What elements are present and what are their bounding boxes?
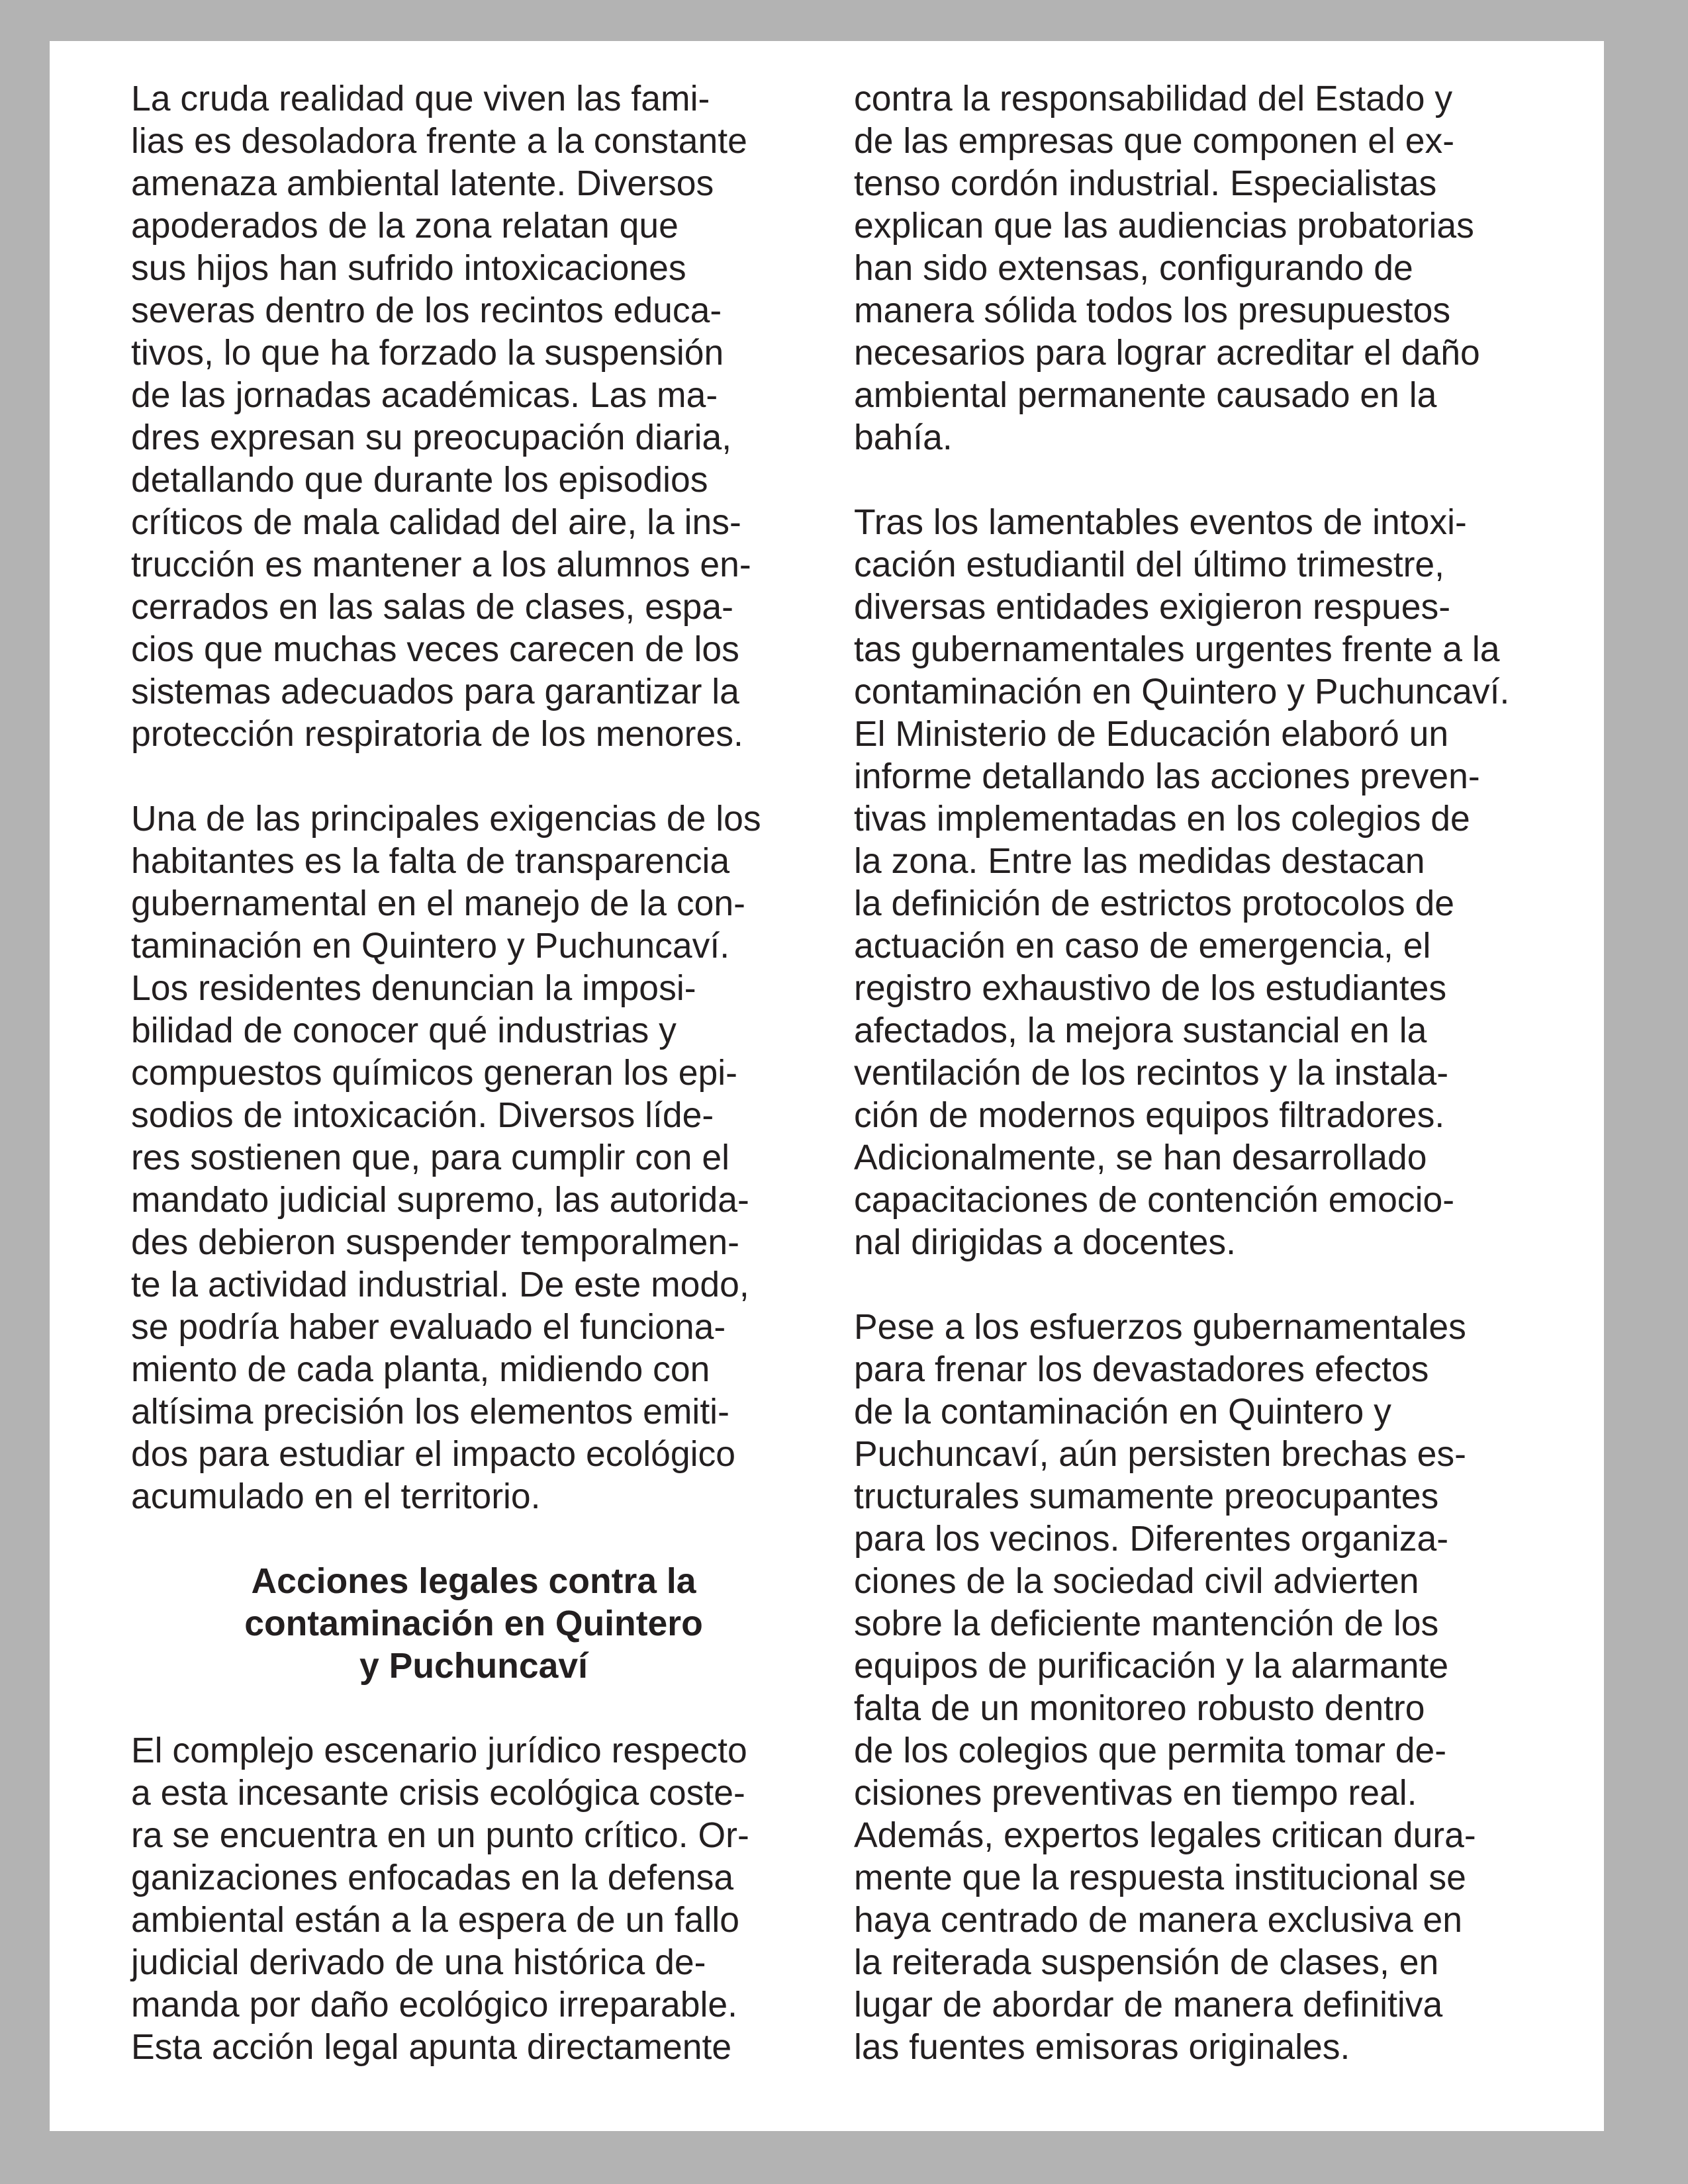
right-column [854,78,1539,2069]
text-line: manda por daño ecológico irreparable. [131,1985,738,2025]
text-line: cisiones preventivas en tiempo real. [854,1774,1417,1813]
text-line: tructurales sumamente preocupantes [854,1477,1439,1516]
left-column [131,78,816,2069]
text-line: acumulado en el territorio. [131,1477,541,1516]
text-line: sistemas adecuados para garantizar la [131,672,739,711]
text-line: de la contaminación en Quintero y [854,1392,1391,1432]
text-line: cios que muchas veces carecen de los [131,630,739,669]
text-line: amenaza ambiental latente. Diversos [131,164,714,203]
text-line: judicial derivado de una histórica de- [131,1943,706,1982]
text-line: equipos de purificación y la alarmante [854,1647,1449,1686]
text-line: des debieron suspender temporalmen- [131,1223,739,1262]
text-line: apoderados de la zona relatan que [131,206,679,246]
text-line: taminación en Quintero y Puchuncaví. [131,927,730,966]
text-line: contra la responsabilidad del Estado y [854,79,1453,118]
text-line: afectados, la mejora sustancial en la [854,1011,1427,1050]
text-line: necesarios para lograr acreditar el daño [854,334,1480,373]
text-line: la reiterada suspensión de clases, en [854,1943,1439,1982]
text-line: la zona. Entre las medidas destacan [854,842,1425,881]
text-line: sobre la deficiente mantención de los [854,1604,1439,1643]
text-line: Además, expertos legales critican dura- [854,1816,1476,1855]
text-line: gubernamental en el manejo de la con- [131,884,745,923]
text-line: detallando que durante los episodios [131,461,708,500]
text-line: se podría haber evaluado el funciona- [131,1308,726,1347]
text-line: trucción es mantener a los alumnos en- [131,545,751,584]
paragraph-gap [854,459,1539,502]
section-heading [131,1561,816,1688]
text-line: ambiental están a la espera de un fallo [131,1901,740,1940]
text-line: miento de cada planta, midiendo con [131,1350,710,1389]
text-line: nal dirigidas a docentes. [854,1223,1236,1262]
paragraph-gap [131,1518,816,1561]
text-line: ra se encuentra en un punto crítico. Or- [131,1816,749,1855]
text-line: tas gubernamentales urgentes frente a la [854,630,1500,669]
text-line: actuación en caso de emergencia, el [854,927,1431,966]
text-line: y Puchuncaví [359,1647,588,1686]
text-line: ciones de la sociedad civil advierten [854,1562,1419,1601]
text-line: críticos de mala calidad del aire, la ins- [131,503,741,542]
text-line: te la actividad industrial. De este modo, [131,1265,749,1304]
text-line: lugar de abordar de manera definitiva [854,1985,1443,2025]
text-line: bilidad de conocer qué industrias y [131,1011,677,1050]
text-line: diversas entidades exigieron respues- [854,588,1451,627]
text-line: Los residentes denuncian la imposi- [131,969,696,1008]
paragraph [131,78,816,756]
paragraph-gap [131,1688,816,1730]
text-line: de las empresas que componen el ex- [854,122,1455,161]
text-line: falta de un monitoreo robusto dentro [854,1689,1425,1728]
text-line: ganizaciones enfocadas en la defensa [131,1858,734,1897]
text-line: dos para estudiar el impacto ecológico [131,1435,736,1474]
text-line: compuestos químicos generan los epi- [131,1054,737,1093]
text-line: Esta acción legal apunta directamente [131,2028,732,2067]
text-line: de los colegios que permita tomar de- [854,1731,1447,1770]
text-line: contaminación en Quintero y Puchuncaví. [854,672,1510,711]
text-line: Acciones legales contra la [251,1562,696,1601]
text-line: la definición de estrictos protocolos de [854,884,1455,923]
text-line: Pese a los esfuerzos gubernamentales [854,1308,1466,1347]
text-line: El complejo escenario jurídico respecto [131,1731,747,1770]
text-line: El Ministerio de Educación elaboró un [854,715,1449,754]
text-line: registro exhaustivo de los estudiantes [854,969,1447,1008]
text-line: ción de modernos equipos filtradores. [854,1096,1445,1135]
text-line: tivas implementadas en los colegios de [854,799,1470,839]
text-line: Una de las principales exigencias de los [131,799,761,839]
text-line: Tras los lamentables eventos de intoxi- [854,503,1467,542]
text-line: manera sólida todos los presupuestos [854,291,1451,330]
text-line: para los vecinos. Diferentes organiza- [854,1520,1449,1559]
paragraph [854,78,1539,459]
text-line: ventilación de los recintos y la instala- [854,1054,1449,1093]
text-line: mandato judicial supremo, las autorida- [131,1181,749,1220]
text-line: mente que la respuesta institucional se [854,1858,1466,1897]
paragraph [854,502,1539,1264]
text-line: haya centrado de manera exclusiva en [854,1901,1462,1940]
text-line: La cruda realidad que viven las fami- [131,79,710,118]
text-line: tivos, lo que ha forzado la suspensión [131,334,724,373]
text-line: han sido extensas, configurando de [854,249,1413,288]
text-line: Adicionalmente, se han desarrollado [854,1138,1427,1177]
paragraph [131,798,816,1518]
text-line: dres expresan su preocupación diaria, [131,418,732,457]
text-line: para frenar los devastadores efectos [854,1350,1429,1389]
text-line: Puchuncaví, aún persisten brechas es- [854,1435,1466,1474]
text-line: cerrados en las salas de clases, espa- [131,588,733,627]
text-line: contaminación en Quintero [244,1604,703,1643]
text-line: las fuentes emisoras originales. [854,2028,1350,2067]
text-line: res sostienen que, para cumplir con el [131,1138,730,1177]
document-page [50,41,1604,2131]
text-line: explican que las audiencias probatorias [854,206,1474,246]
text-line: a esta incesante crisis ecológica coste- [131,1774,745,1813]
text-line: sodios de intoxicación. Diversos líde- [131,1096,714,1135]
paragraph [854,1306,1539,2069]
text-line: habitantes es la falta de transparencia [131,842,730,881]
text-line: tenso cordón industrial. Especialistas [854,164,1437,203]
text-line: bahía. [854,418,953,457]
paragraph-gap [854,1264,1539,1306]
text-line: protección respiratoria de los menores. [131,715,743,754]
text-line: cación estudiantil del último trimestre, [854,545,1445,584]
text-line: altísima precisión los elementos emiti- [131,1392,729,1432]
paragraph [131,1730,816,2069]
text-line: informe detallando las acciones preven- [854,757,1480,796]
text-line: ambiental permanente causado en la [854,376,1437,415]
text-line: sus hijos han sufrido intoxicaciones [131,249,686,288]
text-line: de las jornadas académicas. Las ma- [131,376,718,415]
text-line: severas dentro de los recintos educa- [131,291,722,330]
text-line: capacitaciones de contención emocio- [854,1181,1455,1220]
text-line: lias es desoladora frente a la constante [131,122,747,161]
paragraph-gap [131,756,816,798]
